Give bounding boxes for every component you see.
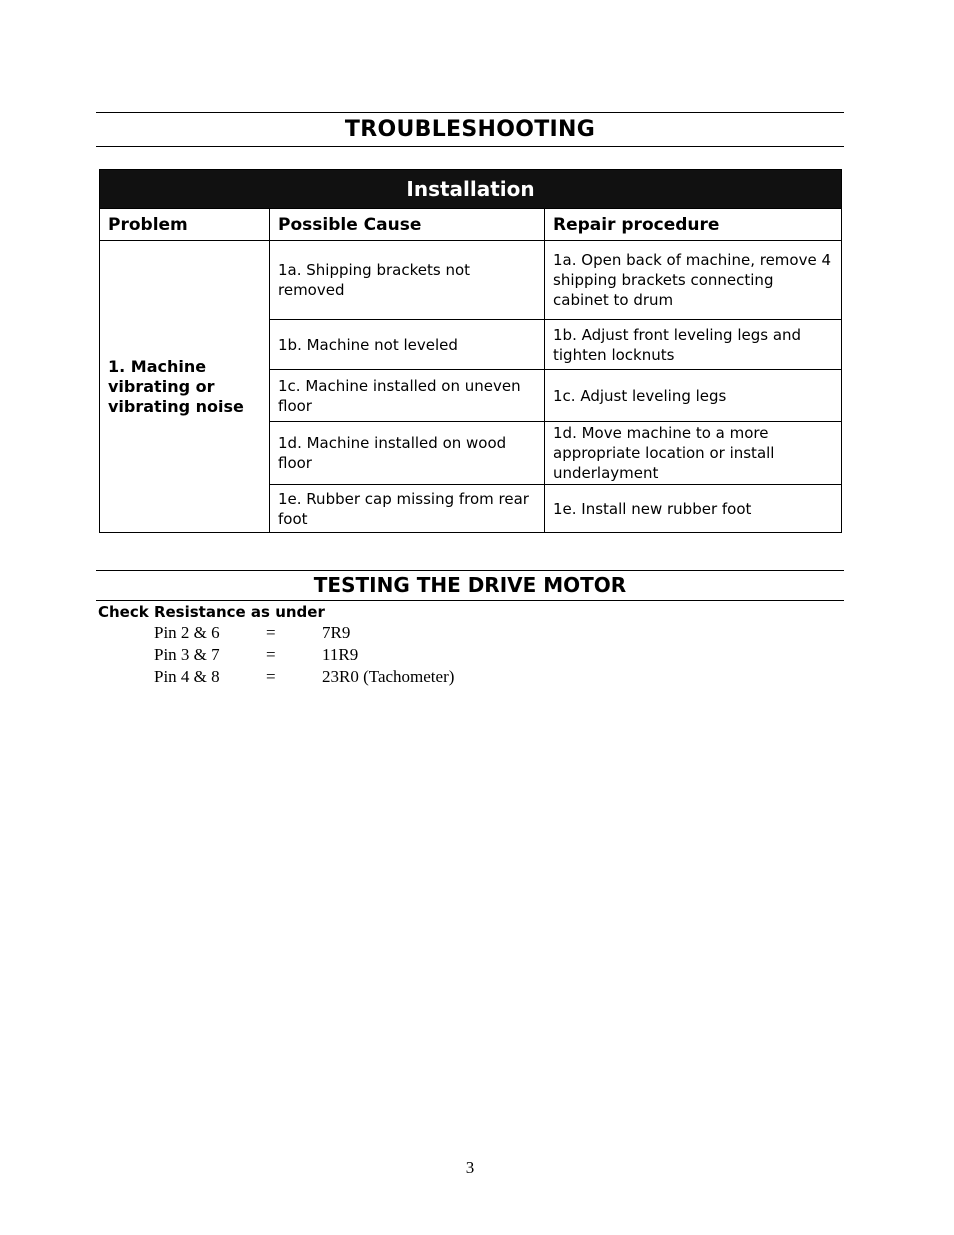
equals-sign: = <box>266 623 276 642</box>
cause-cell: 1e. Rubber cap missing from rear foot <box>270 485 545 533</box>
column-header-problem: Problem <box>100 209 270 241</box>
cause-cell: 1a. Shipping brackets not removed <box>270 241 545 320</box>
column-header-cause: Possible Cause <box>270 209 545 241</box>
repair-cell: 1a. Open back of machine, remove 4 shipping brackets connecting cabinet to drum <box>545 241 842 320</box>
motor-heading-top-rule <box>96 570 844 571</box>
heading-top-rule <box>96 112 844 113</box>
resistance-value: 7R9 <box>322 623 351 642</box>
table-row <box>100 241 842 320</box>
troubleshooting-table <box>99 169 842 533</box>
table-header-row <box>100 209 842 241</box>
repair-cell: 1c. Adjust leveling legs <box>545 370 842 422</box>
check-resistance-label: Check Resistance as under <box>98 603 325 621</box>
column-header-repair: Repair procedure <box>545 209 842 241</box>
cause-cell: 1c. Machine installed on uneven floor <box>270 370 545 422</box>
problem-cell: 1. Machine vibrating or vibrating noise <box>100 241 270 533</box>
repair-cell: 1d. Move machine to a more appropriate location or install underlayment <box>545 422 842 485</box>
repair-cell: 1e. Install new rubber foot <box>545 485 842 533</box>
heading-bottom-rule <box>96 146 844 147</box>
pin-pair: Pin 2 & 6 <box>154 623 220 642</box>
motor-heading-bottom-rule <box>96 600 844 601</box>
cause-cell: 1d. Machine installed on wood floor <box>270 422 545 485</box>
motor-heading: TESTING THE DRIVE MOTOR <box>313 573 627 597</box>
section-installation: Installation <box>100 170 842 209</box>
resistance-value: 23R0 (Tachometer) <box>322 667 455 686</box>
pin-pair: Pin 3 & 7 <box>154 645 220 664</box>
equals-sign: = <box>266 645 276 664</box>
equals-sign: = <box>266 667 276 686</box>
resistance-value: 11R9 <box>322 645 359 664</box>
page-title: TROUBLESHOOTING <box>344 117 596 142</box>
cause-cell: 1b. Machine not leveled <box>270 320 545 370</box>
repair-cell: 1b. Adjust front leveling legs and tighten locknuts <box>545 320 842 370</box>
table-section-band <box>100 170 842 209</box>
pin-pair: Pin 4 & 8 <box>154 667 220 686</box>
page-number: 3 <box>465 1158 475 1177</box>
